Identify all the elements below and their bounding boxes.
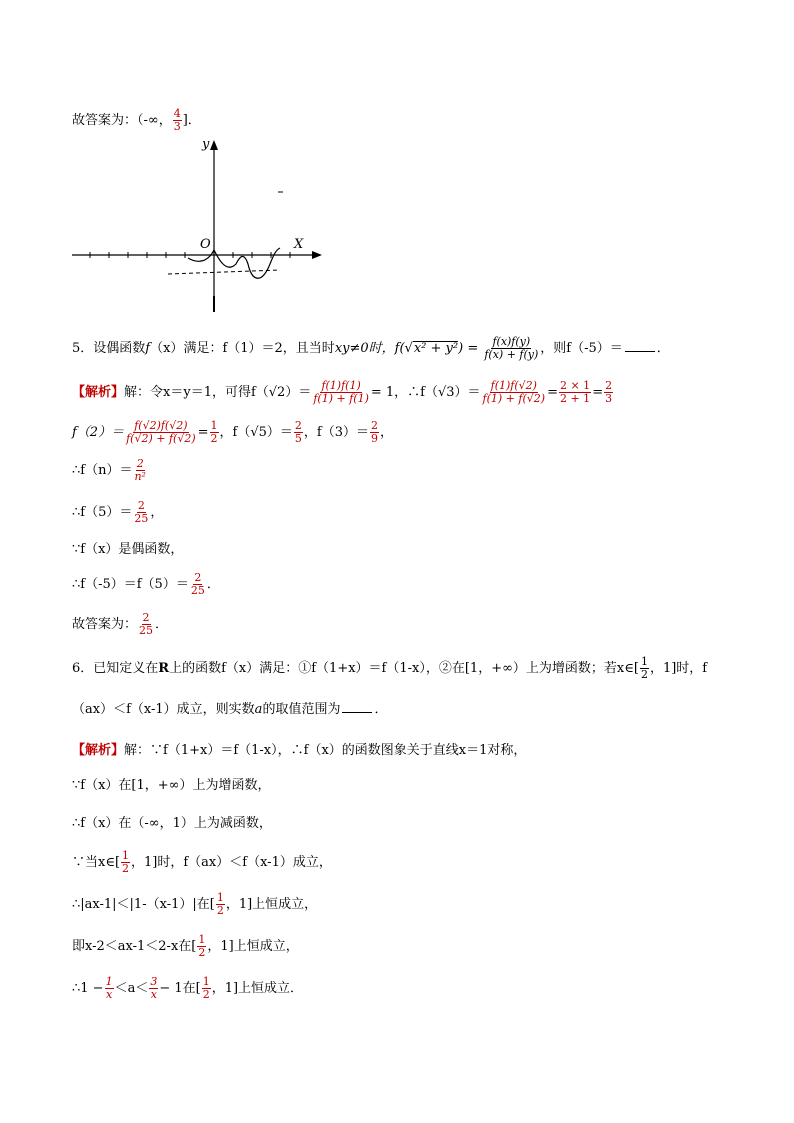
- dashed-asymptote: [168, 270, 280, 274]
- q6-sol-line4: ∵当x∈[ $\frac{1}{2}$ ，1]时，f（ax）＜f（x-1）成立，: [72, 849, 332, 876]
- x-axis-arrow: [312, 251, 322, 259]
- q5-sol-line2: f（2）＝ $\frac{f(√2)f(√2)}{f(√2) + f(√2)}$ = $\frac{1}{2}$ ，f（√5）＝ $\frac{2}{5}$ ，f（3）＝ $\frac{2}{9}$ ，: [72, 419, 394, 446]
- q6-sol-line2: ∵f（x）在[1，+∞）上为增函数，: [72, 778, 271, 793]
- answer-blank: [342, 702, 372, 713]
- q5-sol-line4: ∴f（5）＝ $\frac{2}{25}$ ，: [72, 499, 164, 526]
- q5-rhs-fraction: $\frac{f(x)f(y)}{f(x) + f(y)}$: [484, 335, 539, 362]
- q6-sol-line1: 【解析】解：∵f（1+x）＝f（1-x），∴f（x）的函数图象关于直线x＝1对称，: [72, 743, 527, 758]
- curve: [188, 248, 280, 278]
- answer-fraction: $\frac{4}{3}$: [173, 107, 181, 134]
- q5-sol-line1: 【解析】解：令x＝y＝1，可得f（√2）＝ $\frac{f(1)f(1)}{f(1) + f(1)}$ = 1，∴f（√3）＝ $\frac{f(1)f(√2)}{f(1) + f(√2)}$ = $\frac{2 \times 1}{2 + 1}$ = $\frac{2}{3}$: [72, 379, 613, 406]
- q5-answer: 故答案为： $\frac{2}{25}$ ．: [72, 611, 169, 638]
- answer-blank: [625, 341, 655, 352]
- y-label: y: [202, 137, 210, 152]
- q5-stem: 5．设偶函数f（x）满足：f（1）＝2，且当时xy≠0时，f(√x² + y²) = $\frac{f(x)f(y)}{f(x) + f(y)}$ ，则f（-5）＝ ．: [72, 335, 670, 362]
- origin-label: O: [200, 237, 211, 252]
- q5-sol-line3: ∴f（n）＝ $\frac{2}{\text{n²}}$: [72, 457, 146, 484]
- y-axis-arrow: [210, 140, 218, 150]
- q5-sol-line6: ∴f（-5）＝f（5）＝ $\frac{2}{25}$ ．: [72, 571, 220, 598]
- q6-sol-line6: 即x-2＜ax-1＜2-x在[ $\frac{1}{2}$ ，1]上恒成立，: [72, 933, 299, 960]
- x-label: X: [294, 237, 304, 252]
- q6-stem-line1: 6．已知定义在R上的函数f（x）满足：①f（1+x）＝f（1-x），②在[1，+∞）上为增函数；若x∈[ $\frac{1}{2}$ ，1]时，f: [72, 655, 708, 682]
- q6-stem-line2: （ax）＜f（x-1）成立，则实数a的取值范围为 ．: [72, 702, 388, 717]
- q6-sol-line5: ∴|ax-1|＜|1-（x-1）|在[ $\frac{1}{2}$ ，1]上恒成立，: [72, 891, 318, 918]
- q5-sol-line5: ∵f（x）是偶函数，: [72, 542, 184, 557]
- q6-sol-line7: ∴1 − $\frac{1}{x}$ ＜a＜ $\frac{3}{x}$ − 1在[ $\frac{1}{2}$ ，1]上恒成立．: [72, 975, 304, 1002]
- prev-answer: 故答案为：（-∞， $\frac{4}{3}$ ]．: [72, 107, 201, 134]
- function-graph: [68, 136, 328, 316]
- q6-sol-line3: ∴f（x）在（-∞，1）上为减函数，: [72, 816, 272, 831]
